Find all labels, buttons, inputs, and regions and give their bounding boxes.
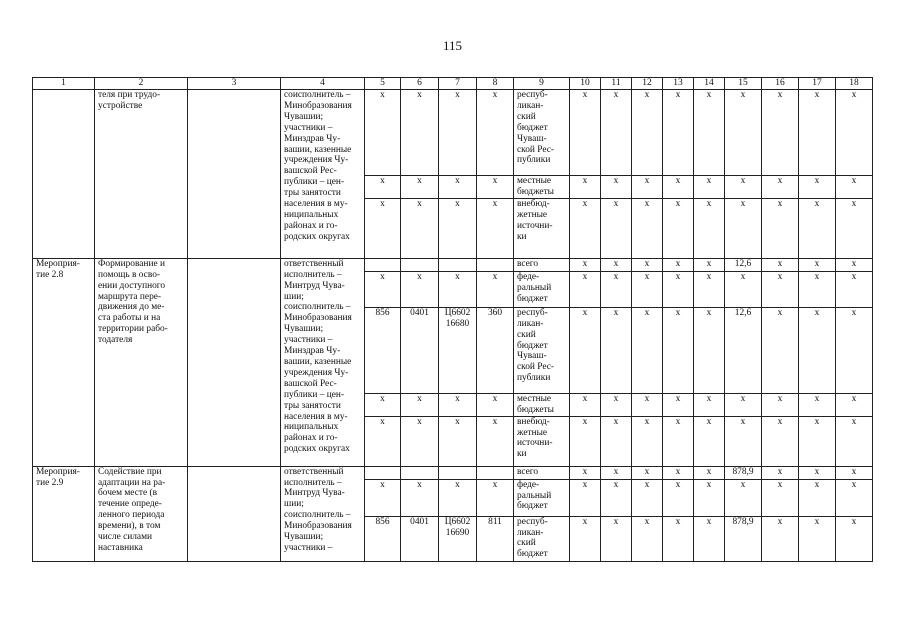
grbs-code: 856 [365,516,401,561]
target-article-code: x [439,271,477,307]
year-value: x [632,198,663,258]
year-value: x [799,307,836,393]
year-value: x [762,271,799,307]
year-value: x [799,479,836,516]
expense-type-code [477,258,514,271]
year-value: x [570,393,601,416]
target-article-code: x [439,416,477,466]
year-value: x [799,516,836,561]
year-value: x [725,271,762,307]
year-value: x [694,416,725,466]
section-code: x [401,393,439,416]
year-value: x [632,393,663,416]
target-article-code: x [439,393,477,416]
year-value: 12,6 [725,307,762,393]
funding-source: местные бюджеты [514,176,570,199]
expense-type-code: x [477,271,514,307]
column-number-header: 10 [570,78,601,90]
year-value: x [725,416,762,466]
column-number-header: 3 [188,78,281,90]
year-value: x [601,176,632,199]
year-value: x [836,516,873,561]
empty-column-3 [188,258,281,466]
funding-source: всего [514,258,570,271]
year-value: x [632,258,663,271]
year-value: x [694,479,725,516]
section-code: x [401,479,439,516]
grbs-code: x [365,90,401,176]
executors: ответственный исполнитель – Минтруд Чува- шии; соисполнитель – Минобразования Чувашии; участники – [281,466,365,561]
year-value: x [762,258,799,271]
column-number-header: 14 [694,78,725,90]
year-value: x [663,307,694,393]
year-value: x [725,198,762,258]
column-number-header: 2 [95,78,188,90]
year-value: x [601,258,632,271]
year-value: x [601,198,632,258]
column-number-header: 13 [663,78,694,90]
year-value: x [570,258,601,271]
activity-label: Мероприя- тие 2.8 [33,258,95,466]
expense-type-code: x [477,176,514,199]
year-value: x [570,479,601,516]
column-number-header: 18 [836,78,873,90]
year-value: x [799,466,836,479]
year-value: x [836,466,873,479]
year-value: 878,9 [725,516,762,561]
year-value: x [762,198,799,258]
funding-source: внебюд- жетные источни- ки [514,416,570,466]
budget-table [32,77,873,562]
year-value: x [799,198,836,258]
grbs-code [365,258,401,271]
empty-column-3 [188,466,281,561]
column-number-header: 8 [477,78,514,90]
year-value: x [601,466,632,479]
grbs-code: 856 [365,307,401,393]
year-value: x [725,393,762,416]
year-value: x [762,393,799,416]
year-value: x [694,307,725,393]
year-value: x [836,416,873,466]
year-value: x [725,479,762,516]
year-value: x [663,479,694,516]
section-code: x [401,416,439,466]
year-value: x [762,466,799,479]
year-value: x [836,90,873,176]
column-number-header: 4 [281,78,365,90]
year-value: x [762,479,799,516]
executors: ответственный исполнитель – Минтруд Чува- шии; соисполнитель – Минобразования Чувашии; участники – Минздрав Чу- вашии, казенные учреждения Чу- вашской Рес- публики – цен- тры занятости населения в му- ниципальных районах и го- родских округах [281,258,365,466]
year-value: x [799,271,836,307]
year-value: x [762,416,799,466]
expense-type-code: 360 [477,307,514,393]
year-value: x [836,393,873,416]
grbs-code: x [365,416,401,466]
target-article-code: x [439,198,477,258]
column-number-header: 5 [365,78,401,90]
expense-type-code: 811 [477,516,514,561]
page-number: 115 [442,38,463,53]
expense-type-code: x [477,198,514,258]
column-number-header: 16 [762,78,799,90]
year-value: x [799,416,836,466]
year-value: x [570,307,601,393]
year-value: x [663,198,694,258]
year-value: 12,6 [725,258,762,271]
target-article-code: Ц6602 16680 [439,307,477,393]
grbs-code: x [365,176,401,199]
year-value: x [762,516,799,561]
section-code: x [401,271,439,307]
table-row [33,466,873,479]
year-value: x [632,466,663,479]
year-value: x [663,90,694,176]
year-value: x [799,258,836,271]
expense-type-code: x [477,90,514,176]
year-value: x [694,198,725,258]
year-value: x [632,479,663,516]
year-value: x [694,258,725,271]
funding-source: феде- ральный бюджет [514,271,570,307]
target-article-code: Ц6602 16690 [439,516,477,561]
year-value: x [570,90,601,176]
year-value: x [601,516,632,561]
year-value: x [663,393,694,416]
grbs-code: x [365,198,401,258]
executors: соисполнитель – Минобразования Чувашии; участники – Минздрав Чу- вашии, казенные учреждения Чу- вашской Рес- публики – цен- тры занятости населения в му- ниципальных районах и го- родских округах [281,90,365,259]
column-number-header: 12 [632,78,663,90]
year-value: x [632,176,663,199]
activity-name: теля при трудо- устройстве [95,90,188,259]
year-value: x [725,176,762,199]
year-value: x [632,416,663,466]
year-value: x [663,516,694,561]
section-code [401,258,439,271]
year-value: x [663,466,694,479]
section-code: 0401 [401,516,439,561]
grbs-code [365,466,401,479]
target-article-code: x [439,479,477,516]
funding-source: респуб- ликан- ский бюджет Чуваш- ской Рес- публики [514,307,570,393]
funding-source: всего [514,466,570,479]
activity-name: Формирование и помощь в осво- ении доступного маршрута пере- движения до ме- ста работы и на территории рабо- тодателя [95,258,188,466]
column-number-header: 7 [439,78,477,90]
year-value: x [762,90,799,176]
funding-source: респуб- ликан- ский бюджет [514,516,570,561]
section-code [401,466,439,479]
target-article-code: x [439,90,477,176]
year-value: x [799,176,836,199]
year-value: x [799,90,836,176]
column-number-header: 11 [601,78,632,90]
target-article-code: x [439,176,477,199]
year-value: x [570,516,601,561]
activity-label: Мероприя- тие 2.9 [33,466,95,561]
year-value: x [663,416,694,466]
year-value: x [570,466,601,479]
year-value: x [601,307,632,393]
year-value: x [836,479,873,516]
expense-type-code: x [477,393,514,416]
year-value: x [663,258,694,271]
year-value: x [694,516,725,561]
year-value: x [799,393,836,416]
year-value: x [694,176,725,199]
column-number-header: 15 [725,78,762,90]
year-value: x [663,176,694,199]
year-value: x [762,176,799,199]
target-article-code [439,258,477,271]
year-value: x [632,516,663,561]
year-value: x [632,90,663,176]
year-value: x [632,271,663,307]
funding-source: феде- ральный бюджет [514,479,570,516]
year-value: x [632,307,663,393]
grbs-code: x [365,479,401,516]
grbs-code: x [365,271,401,307]
year-value: x [694,466,725,479]
table-row [33,258,873,271]
year-value: x [694,271,725,307]
section-code: x [401,198,439,258]
year-value: x [570,176,601,199]
year-value: x [601,479,632,516]
expense-type-code: x [477,479,514,516]
year-value: x [836,307,873,393]
year-value: 878,9 [725,466,762,479]
section-code: 0401 [401,307,439,393]
year-value: x [836,176,873,199]
table-row [33,90,873,176]
year-value: x [836,258,873,271]
year-value: x [570,416,601,466]
grbs-code: x [365,393,401,416]
year-value: x [694,393,725,416]
column-number-header: 6 [401,78,439,90]
year-value: x [836,198,873,258]
funding-source: внебюд- жетные источни- ки [514,198,570,258]
year-value: x [570,198,601,258]
column-number-header: 1 [33,78,95,90]
section-code: x [401,90,439,176]
funding-source: респуб- ликан- ский бюджет Чуваш- ской Рес- публики [514,90,570,176]
funding-source: местные бюджеты [514,393,570,416]
year-value: x [694,90,725,176]
activity-name: Содействие при адаптации на ра- бочем месте (в течение опреде- ленного периода времени), в том числе силами наставника [95,466,188,561]
expense-type-code [477,466,514,479]
year-value: x [570,271,601,307]
year-value: x [601,90,632,176]
target-article-code [439,466,477,479]
section-code: x [401,176,439,199]
column-number-header: 9 [514,78,570,90]
table-header-row [33,78,873,90]
year-value: x [601,416,632,466]
year-value: x [601,271,632,307]
activity-label [33,90,95,259]
empty-column-3 [188,90,281,259]
year-value: x [836,271,873,307]
year-value: x [725,90,762,176]
year-value: x [601,393,632,416]
year-value: x [762,307,799,393]
year-value: x [663,271,694,307]
column-number-header: 17 [799,78,836,90]
expense-type-code: x [477,416,514,466]
